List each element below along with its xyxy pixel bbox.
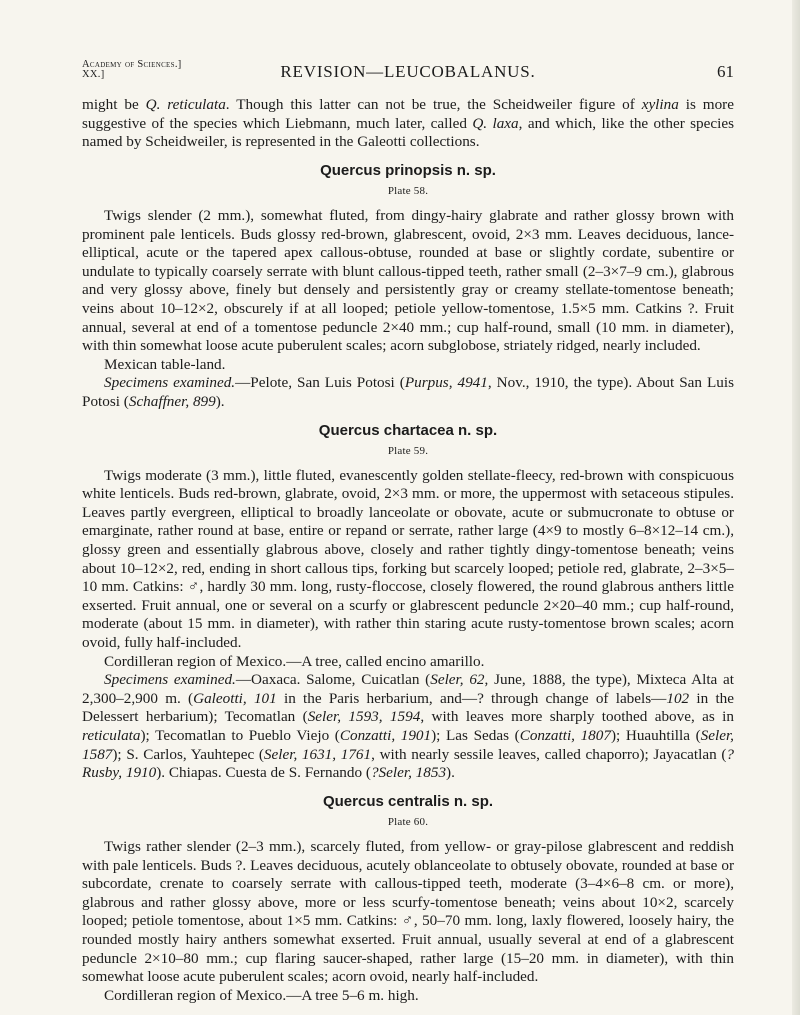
journal-line-2: XX.] [82, 69, 105, 80]
description-centralis: Twigs rather slender (2–3 mm.), scarcely fluted, from yellow- or gray-pilose glabrescent and reddish with pale lenticels. Buds ?. Leaves deciduous, acutely oblanceolate to obtusely obovate, rounded at base or subcordate, crenate to coarsely serrate with callous-tipped teeth, moderate (3–4×6–8 cm. or more), glabrous and rather glossy above, more or less scurfy-tomentose beneath; veins about 10×2, scarcely looped; petiole tomentose, about 1×5 mm. Catkins: ♂, 50–70 mm. long, laxly flowered, loosely hairy, the rounded mostly hairy anthers somewhat exserted. Fruit annual, usually several at end of a glabrescent peduncle 2×10–80 mm.; cup flaring saucer-shaped, rather large (15–20 mm. in diameter), with thin somewhat loose acute puberulent scales; acorn ovoid, nearly half-included. [82, 837, 734, 986]
specimens-text: ). [446, 764, 455, 782]
body-text [82, 96, 734, 1005]
specimens-text: ); Huauhtilla ( [610, 727, 701, 744]
intro-taxon: Q. laxa [472, 114, 519, 132]
species-heading-centralis: Quercus centralis n. sp. [322, 792, 494, 810]
plate-reference-chartacea: Plate 59. [387, 445, 429, 458]
collector-citation: Purpus, 4941 [404, 374, 488, 392]
plate-reference-prinopsis: Plate 58. [387, 185, 429, 198]
collector-citation: reticulata [82, 727, 141, 744]
specimens-label: Specimens examined. [104, 374, 236, 392]
running-header [82, 56, 734, 86]
species-heading-chartacea: Quercus chartacea n. sp. [318, 421, 498, 439]
description-prinopsis: Twigs slender (2 mm.), somewhat fluted, from dingy-hairy glabrate and rather glossy brown with prominent pale lenticels. Buds glossy red-brown, glabrescent, ovoid, 2×3 mm. Leaves deciduous, lance-elliptical, acute or the tapered apex callous-obtuse, rounded at base or slightly cordate, subentire or undulate to typically coarsely serrate with blunt callous-tipped teeth, rather small (2–3×7–9 cm.), glabrous and very glossy above, finely but densely and persistently gray or creamy stellate-tomentose beneath; veins about 10–12×2, obscurely if at all looped; petiole yellow-tomentose, 1.5×5 mm. Catkins ?. Fruit annual, several at end of a tomentose peduncle 2×40 mm.; cup half-round, small (10 mm. in diameter), with thin somewhat loose acute puberulent scales; acorn subglobose, striately ridged, nearly included. [82, 206, 734, 355]
specimens-text: ); Tecomatlan to Pueblo Viejo ( [140, 727, 340, 744]
habitat-prinopsis: Mexican table-land. [104, 355, 226, 373]
collector-citation: Conzatti, 1807 [519, 727, 611, 744]
intro-text: , and which, like the other species named by Scheidweiler, is represented in the Galeotti collections. [82, 114, 734, 151]
plate-reference-centralis: Plate 60. [387, 816, 429, 829]
specimens-text: —Pelote, San Luis Potosi ( [235, 374, 405, 392]
running-title: REVISION—LEUCOBALANUS. [280, 62, 536, 81]
intro-taxon: xylina [641, 96, 679, 113]
habitat-chartacea: Cordilleran region of Mexico.—A tree, called encino amarillo. [104, 652, 485, 670]
specimens-chartacea [82, 671, 734, 783]
specimens-text: in the Paris herbarium, and—? through change of labels— [276, 689, 667, 707]
intro-text: . Though this latter can not be true, the Scheidweiler figure of [225, 96, 642, 113]
collector-citation: Conzatti, 1901 [339, 727, 432, 744]
journal-line-1: Academy of Sciences.] [82, 59, 182, 70]
intro-taxon: Q. reticulata [145, 96, 226, 113]
specimens-text: , Nov., 1910, the type). About San Luis Potosi ( [82, 374, 734, 410]
collector-citation: Schaffner, 899 [128, 392, 216, 410]
collector-citation: Seler, 1587 [82, 727, 734, 763]
specimens-prinopsis [82, 374, 734, 411]
specimens-text: in the Delessert herbarium); Tecomatlan ( [82, 689, 734, 726]
collector-citation: Seler, 1631, 1761 [263, 745, 372, 763]
specimens-text: ); S. Carlos, Yauhtepec ( [112, 745, 264, 763]
collector-citation: Seler, 1593, 1594 [307, 708, 421, 726]
collector-citation: Seler, 62 [430, 671, 485, 689]
specimens-label: Specimens examined. [104, 671, 236, 689]
specimens-text: ). [215, 392, 225, 410]
intro-text: might be [82, 96, 146, 113]
species-heading-prinopsis: Quercus prinopsis n. sp. [320, 161, 496, 179]
page [82, 56, 734, 1005]
specimens-text: , with nearly sessile leaves, called chaporro); Jayacatlan ( [371, 745, 727, 763]
specimens-text: , June, 1888, the type), Mixteca Alta at 2,300–2,900 m. ( [82, 671, 734, 707]
intro-paragraph [82, 96, 734, 152]
habitat-centralis: Cordilleran region of Mexico.—A tree 5–6 m. high. [104, 986, 419, 1004]
collector-citation: ?Seler, 1853 [370, 764, 447, 782]
description-chartacea: Twigs moderate (3 mm.), little fluted, evanescently golden stellate-fleecy, red-brown with conspicuous white lenticels. Buds red-brown, glabrate, ovoid, 2×3 mm. or more, the uppermost with setaceous stipules. Leaves partly evergreen, elliptical to broadly lanceolate or obovate, acute or submucronate to obtuse or emarginate, rather round at base, entire or repand or serrate, rather large (4×9 to mostly 6–8×12–14 cm.), glossy green and essentially glabrous above, closely and rather tightly dingy-tomentose beneath; veins about 10–12×2, red, ending in short callous tips, forking but scarcely looped; petiole red, glabrate, 2–3×5–10 mm. Catkins: ♂, hardly 30 mm. long, rusty-floccose, closely flowered, the round glabrous anthers little exserted. Fruit annual, one or several on a scurfy or glabrescent peduncle 2×20–40 mm.; cup half-round, moderate (about 15 mm. in diameter), with rather thin staring acute rusty-tomentose brown scales; acorn ovoid, fully half-included. [82, 466, 734, 652]
specimens-text: ). Chiapas. Cuesta de S. Fernando ( [156, 764, 371, 782]
collector-citation: ?Rusby, 1910 [82, 745, 734, 782]
collector-citation: Galeotti, 101 [193, 689, 277, 707]
collector-citation: 102 [666, 689, 690, 707]
specimens-text: —Oaxaca. Salome, Cuicatlan ( [235, 671, 431, 689]
page-number: 61 [717, 62, 734, 81]
specimens-text: ); Las Sedas ( [431, 727, 520, 744]
specimens-text: , with leaves more sharply toothed above, as in [420, 708, 734, 726]
intro-text: is more suggestive of the species which Liebmann, much later, called [82, 96, 734, 132]
page-edge [792, 0, 800, 1015]
